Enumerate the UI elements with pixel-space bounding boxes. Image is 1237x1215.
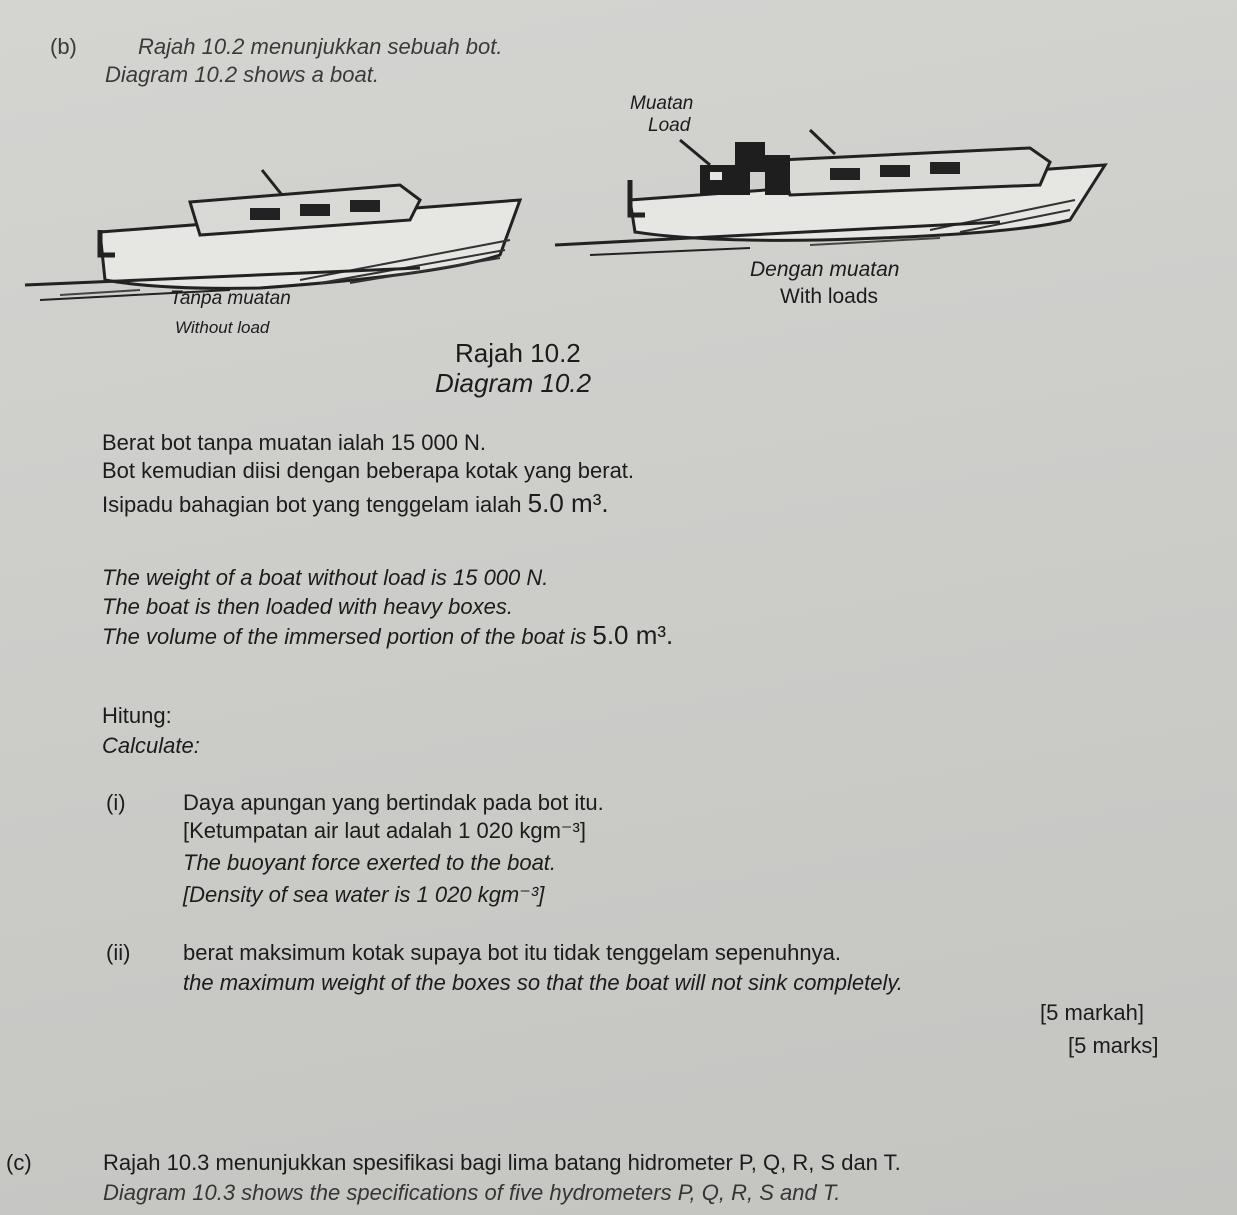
with-loads-label-malay: Dengan muatan [750,258,900,281]
part-c-text-english: Diagram 10.3 shows the specifications of five hydrometers P, Q, R, S and T. [103,1180,841,1205]
load-label-malay: Muatan [630,93,694,114]
marks-malay: [5 markah] [1040,1000,1144,1025]
load-label-english: Load [648,115,691,136]
with-loads-label-english: With loads [780,285,879,308]
diagram-caption-malay: Rajah 10.2 [455,338,581,368]
question-i-text-malay: Daya apungan yang bertindak pada bot itu. [183,790,604,815]
calculate-label-malay: Hitung: [102,703,172,728]
question-ii-label: (ii) [106,940,131,965]
without-load-label-malay: Tanpa muatan [170,288,291,309]
intro-english: Diagram 10.2 shows a boat. [105,62,379,87]
statement-malay-line-1: Berat bot tanpa muatan ialah 15 000 N. [102,430,487,455]
part-b-label: (b) [50,34,77,59]
question-i-label: (i) [106,790,126,815]
question-ii-text-english: the maximum weight of the boxes so that the boat will not sink completely. [183,970,903,995]
volume-value-english: 5.0 m³. [592,620,674,650]
diagram-caption-english: Diagram 10.2 [435,368,592,398]
statement-english-line-1: The weight of a boat without load is 15 000 N. [102,565,549,590]
part-c-text-malay: Rajah 10.3 menunjukkan spesifikasi bagi lima batang hidrometer P, Q, R, S dan T. [103,1150,901,1175]
question-i-text-english: The buoyant force exerted to the boat. [183,850,557,875]
question-ii-text-malay: berat maksimum kotak supaya bot itu tidak tenggelam sepenuhnya. [183,940,841,965]
question-i-density-malay: [Ketumpatan air laut adalah 1 020 kgm⁻³] [183,818,586,843]
question-i-density-english: [Density of sea water is 1 020 kgm⁻³] [183,882,545,907]
without-load-label-english: Without load [175,318,270,337]
statement-english-line-3: The volume of the immersed portion of the boat is 5.0 m³. [102,620,674,650]
statement-malay-line-2: Bot kemudian diisi dengan beberapa kotak yang berat. [102,458,635,483]
marks-english: [5 marks] [1068,1033,1159,1058]
calculate-label-english: Calculate: [102,733,200,758]
volume-value-malay: 5.0 m³. [527,488,609,518]
statement-english-line-2: The boat is then loaded with heavy boxes. [102,594,513,619]
part-c-label: (c) [6,1150,32,1175]
intro-malay: Rajah 10.2 menunjukkan sebuah bot. [138,34,503,59]
statement-malay-line-3: Isipadu bahagian bot yang tenggelam ialah 5.0 m³. [102,488,609,518]
